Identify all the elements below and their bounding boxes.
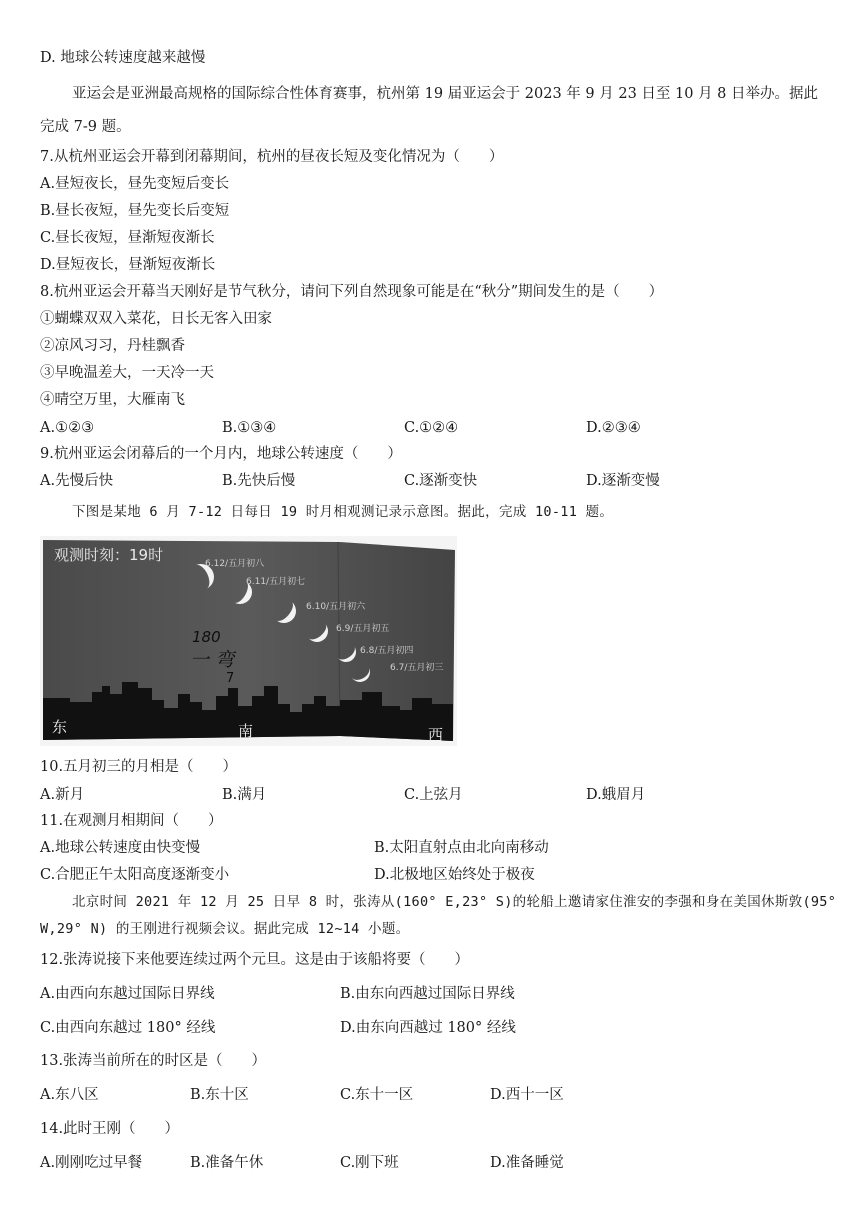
moon-label-6-10: 6.10/五月初六 <box>306 602 366 612</box>
q12-option-c: C.由西向东越过 180° 经线 <box>40 1020 216 1036</box>
direction-east: 东 <box>52 718 68 736</box>
q9-option-a: A.先慢后快 <box>40 473 114 489</box>
moon-phase-observation-figure <box>40 536 457 746</box>
q14-option-b: B.准备午休 <box>190 1155 264 1171</box>
moon-label-6-8: 6.8/五月初四 <box>360 646 414 656</box>
q12-option-a: A.由西向东越过国际日界线 <box>40 986 215 1002</box>
handwriting-180: 180 <box>192 628 221 646</box>
q10-option-a: A.新月 <box>40 787 85 803</box>
q10-option-d: D.蛾眉月 <box>586 787 646 803</box>
q8-option-d: D.②③④ <box>586 420 641 436</box>
q12-option-d: D.由东向西越过 180° 经线 <box>340 1020 516 1036</box>
q11-option-c: C.合肥正午太阳高度逐渐变小 <box>40 867 230 883</box>
q7-option-d: D.昼短夜长，昼渐短夜渐长 <box>40 257 216 273</box>
question-12: 12.张涛说接下来他要连续过两个元旦。这是由于该船将要（ ） <box>40 952 470 968</box>
q8-statement-3: ③早晚温差大，一天冷一天 <box>40 365 214 381</box>
passage-intro-12-14-cont: W,29° N) 的王刚进行视频会议。据此完成 12~14 小题。 <box>40 921 410 937</box>
passage-intro-7-9: 亚运会是亚洲最高规格的国际综合性体育赛事，杭州第 19 届亚运会于 2023 年 9 月 23 日至 10 月 8 日举办。据此 <box>72 86 819 102</box>
q14-option-d: D.准备睡觉 <box>490 1155 564 1171</box>
q14-option-a: A.刚刚吃过早餐 <box>40 1155 143 1171</box>
question-10: 10.五月初三的月相是（ ） <box>40 759 238 775</box>
q8-option-b: B.①③④ <box>222 420 277 436</box>
passage-intro-10-11: 下图是某地 6 月 7-12 日每日 19 时月相观测记录示意图。据此，完成 10-11 题。 <box>72 504 614 520</box>
handwriting-7: 7 <box>226 671 235 686</box>
q6-option-d: D. 地球公转速度越来越慢 <box>40 50 206 66</box>
observation-time-label: 观测时刻：19时 <box>54 546 164 564</box>
q8-statement-1: ①蝴蝶双双入菜花，日长无客入田家 <box>40 311 272 327</box>
q9-option-d: D.逐渐变慢 <box>586 473 660 489</box>
q13-option-d: D.西十一区 <box>490 1087 564 1103</box>
q13-option-c: C.东十一区 <box>340 1087 414 1103</box>
q13-option-a: A.东八区 <box>40 1087 99 1103</box>
question-14: 14.此时王刚（ ） <box>40 1121 180 1137</box>
q13-option-b: B.东十区 <box>190 1087 249 1103</box>
q8-statement-4: ④晴空万里，大雁南飞 <box>40 392 185 408</box>
q12-option-b: B.由东向西越过国际日界线 <box>340 986 515 1002</box>
q11-option-b: B.太阳直射点由北向南移动 <box>374 840 549 856</box>
handwriting-crescent: 一 弯 <box>190 649 235 671</box>
q7-option-b: B.昼长夜短，昼先变长后变短 <box>40 203 230 219</box>
q7-option-c: C.昼长夜短，昼渐短夜渐长 <box>40 230 215 246</box>
q8-option-c: C.①②④ <box>404 420 459 436</box>
moon-label-6-7: 6.7/五月初三 <box>390 663 444 673</box>
q10-option-b: B.满月 <box>222 787 267 803</box>
q8-option-a: A.①②③ <box>40 420 95 436</box>
moon-label-6-12: 6.12/五月初八 <box>205 559 265 569</box>
question-8: 8.杭州亚运会开幕当天刚好是节气秋分，请问下列自然现象可能是在“秋分”期间发生的是（ ） <box>40 284 664 300</box>
passage-intro-12-14: 北京时间 2021 年 12 月 25 日早 8 时，张涛从(160° E,23° S)的轮船上邀请家住淮安的李强和身在美国休斯敦(95° <box>72 894 837 910</box>
q8-statement-2: ②凉风习习，丹桂飘香 <box>40 338 185 354</box>
direction-south: 南 <box>238 722 254 740</box>
q10-option-c: C.上弦月 <box>404 787 463 803</box>
passage-intro-7-9-cont: 完成 7-9 题。 <box>40 119 131 135</box>
direction-west: 西 <box>428 726 444 744</box>
question-11: 11.在观测月相期间（ ） <box>40 813 223 829</box>
question-9: 9.杭州亚运会闭幕后的一个月内，地球公转速度（ ） <box>40 446 402 462</box>
q9-option-b: B.先快后慢 <box>222 473 296 489</box>
q9-option-c: C.逐渐变快 <box>404 473 478 489</box>
q14-option-c: C.刚下班 <box>340 1155 399 1171</box>
moon-label-6-9: 6.9/五月初五 <box>336 624 390 634</box>
q11-option-a: A.地球公转速度由快变慢 <box>40 840 201 856</box>
question-7: 7.从杭州亚运会开幕到闭幕期间，杭州的昼夜长短及变化情况为（ ） <box>40 149 504 165</box>
question-13: 13.张涛当前所在的时区是（ ） <box>40 1053 267 1069</box>
moon-label-6-11: 6.11/五月初七 <box>246 577 306 587</box>
q11-option-d: D.北极地区始终处于极夜 <box>374 867 535 883</box>
q7-option-a: A.昼短夜长，昼先变短后变长 <box>40 176 230 192</box>
